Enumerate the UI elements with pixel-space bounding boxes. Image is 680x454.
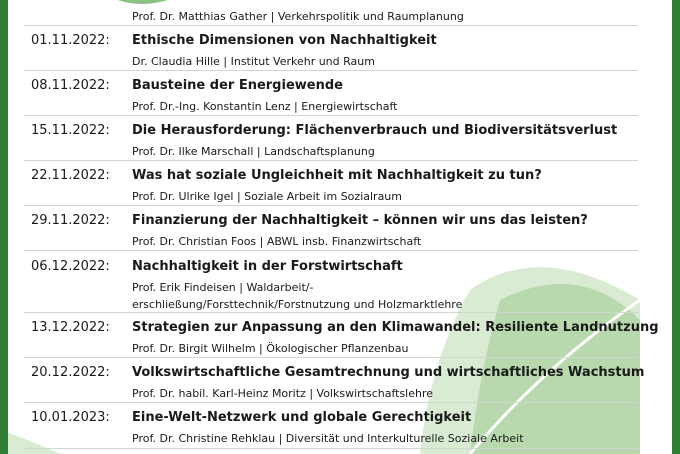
- lecture-speaker: Prof. Dr. Christian Foos | ABWL insb. Finanzwirtschaft: [132, 235, 422, 248]
- lecture-date: 10.01.2023:: [31, 410, 110, 425]
- lecture-title: Was hat soziale Ungleichheit mit Nachhaltigkeit zu tun?: [132, 168, 542, 183]
- lecture-title: Finanzierung der Nachhaltigkeit – können wir uns das leisten?: [132, 213, 588, 228]
- lecture-title: Strategien zur Anpassung an den Klimawandel: Resiliente Landnutzung: [132, 320, 659, 335]
- divider: [24, 312, 638, 313]
- lecture-date: 08.11.2022:: [31, 78, 110, 93]
- lecture-date: 15.11.2022:: [31, 123, 110, 138]
- lecture-speaker: Prof. Dr. Ilke Marschall | Landschaftsplanung: [132, 145, 375, 158]
- lecture-speaker: Prof. Dr. Birgit Wilhelm | Ökologischer Pflanzenbau: [132, 342, 409, 355]
- divider: [24, 160, 638, 161]
- divider: [24, 357, 638, 358]
- lecture-speaker: Prof. Dr. Matthias Gather | Verkehrspolitik und Raumplanung: [132, 10, 464, 23]
- lecture-speaker: Prof. Dr.-Ing. Konstantin Lenz | Energiewirtschaft: [132, 100, 398, 113]
- divider: [24, 250, 638, 251]
- lecture-title: Bausteine der Energiewende: [132, 78, 343, 93]
- lecture-title: Die Herausforderung: Flächenverbrauch und Biodiversitätsverlust: [132, 123, 618, 138]
- lecture-title: Nachhaltigkeit in der Forstwirtschaft: [132, 259, 403, 274]
- lecture-title: Ethische Dimensionen von Nachhaltigkeit: [132, 33, 437, 48]
- divider: [24, 448, 638, 449]
- lecture-title: Eine-Welt-Netzwerk und globale Gerechtigkeit: [132, 410, 472, 425]
- lecture-date: 06.12.2022:: [31, 259, 110, 274]
- lecture-speaker: Prof. Dr. Ulrike Igel | Soziale Arbeit im Sozialraum: [132, 190, 402, 203]
- lecture-date: 13.12.2022:: [31, 320, 110, 335]
- divider: [24, 70, 638, 71]
- lecture-speaker: Prof. Dr. Christine Rehklau | Diversität und Interkulturelle Soziale Arbeit: [132, 432, 524, 445]
- lecture-speaker: Prof. Erik Findeisen | Waldarbeit/-erschließung/Forsttechnik/Forstnutzung und Holzmarktlehre: [132, 281, 463, 311]
- divider: [24, 25, 638, 26]
- divider: [24, 205, 638, 206]
- divider: [24, 402, 638, 403]
- lecture-date: 29.11.2022:: [31, 213, 110, 228]
- lecture-title: Volkswirtschaftliche Gesamtrechnung und wirtschaftliches Wachstum: [132, 365, 645, 380]
- divider: [24, 115, 638, 116]
- lecture-speaker: Prof. Dr. habil. Karl-Heinz Moritz | Volkswirtschaftslehre: [132, 387, 434, 400]
- lecture-date: 01.11.2022:: [31, 33, 110, 48]
- lecture-date: 20.12.2022:: [31, 365, 110, 380]
- lecture-speaker: Dr. Claudia Hille | Institut Verkehr und Raum: [132, 55, 375, 68]
- lecture-date: 22.11.2022:: [31, 168, 110, 183]
